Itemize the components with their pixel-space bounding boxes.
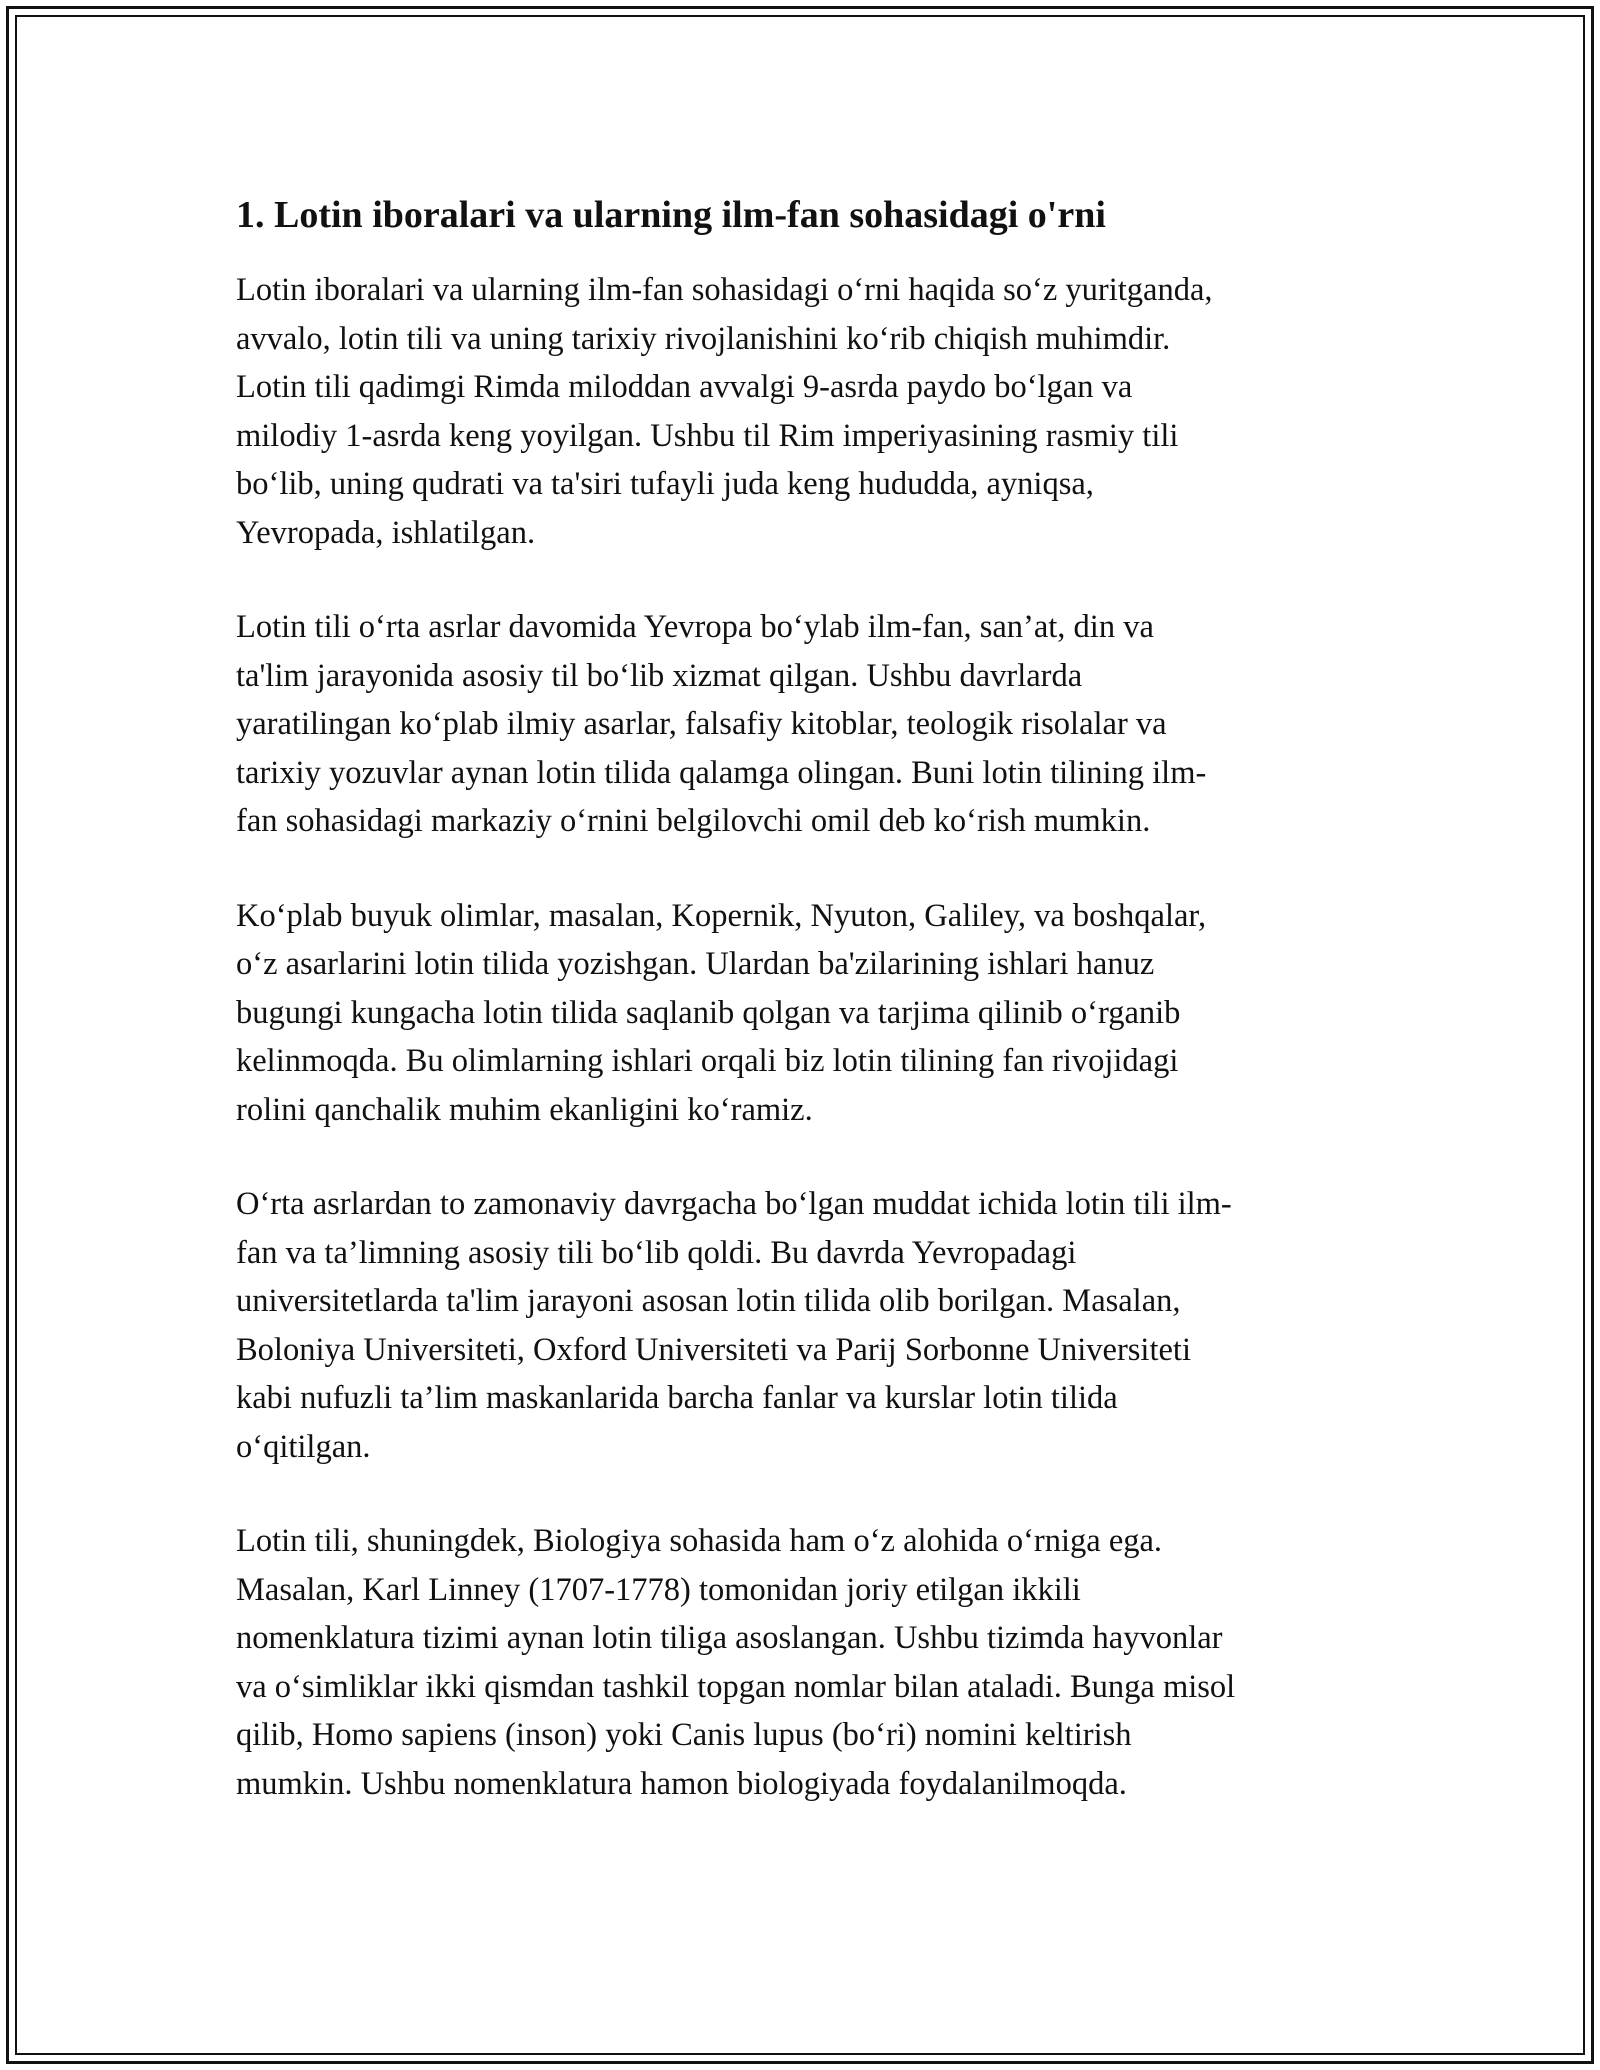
paragraph-line: fan sohasidagi markaziy o‘rnini belgilovchi omil deb ko‘rish mumkin. — [236, 803, 1151, 839]
paragraph-line: mumkin. Ushbu nomenklatura hamon biologiyada foydalanilmoqda. — [236, 1765, 1127, 1802]
paragraph-line: qilib, Homo sapiens (inson) yoki Canis lupus (bo‘ri) nomini keltirish — [236, 1717, 1132, 1753]
paragraph-line: milodiy 1-asrda keng yoyilgan. Ushbu til Rim imperiyasining rasmiy tili — [236, 417, 1179, 454]
paragraph-line: O‘rta asrlardan to zamonaviy davrgacha bo‘lgan muddat ichida lotin tili ilm- — [236, 1186, 1232, 1222]
paragraph-line: Masalan, Karl Linney (1707-1778) tomonidan joriy etilgan ikkili — [236, 1571, 1081, 1608]
paragraph-line: fan va ta’limning asosiy tili bo‘lib qoldi. Bu davrda Yevropadagi — [236, 1234, 1077, 1271]
paragraph-line: yaratilingan ko‘plab ilmiy asarlar, falsafiy kitoblar, teologik risolalar va — [236, 706, 1167, 742]
paragraph-line: ta'lim jarayonida asosiy til bo‘lib xizmat qilgan. Ushbu davrlarda — [236, 657, 1083, 694]
paragraph-line: tarixiy yozuvlar aynan lotin tilida qalamga olingan. Buni lotin tilining ilm- — [236, 754, 1207, 791]
paragraph-line: va o‘simliklar ikki qismdan tashkil topgan nomlar bilan ataladi. Bunga misol — [236, 1668, 1236, 1705]
paragraph-line: universitetlarda ta'lim jarayoni asosan lotin tilida olib borilgan. Masalan, — [236, 1283, 1181, 1319]
paragraph — [236, 1517, 1376, 1808]
paragraph-line: Lotin tili qadimgi Rimda miloddan avvalgi 9-asrda paydo bo‘lgan va — [236, 369, 1133, 405]
document-body — [236, 190, 1376, 1854]
paragraph-line: Ko‘plab buyuk olimlar, masalan, Kopernik, Nyuton, Galiley, va boshqalar, — [236, 897, 1207, 934]
paragraph — [236, 603, 1376, 846]
paragraph — [236, 1180, 1376, 1471]
paragraph-line: Boloniya Universiteti, Oxford Universiteti va Parij Sorbonne Universiteti — [236, 1331, 1191, 1368]
paragraph-line: kabi nufuzli ta’lim maskanlarida barcha fanlar va kurslar lotin tilida — [236, 1380, 1118, 1416]
paragraph-line: kelinmoqda. Bu olimlarning ishlari orqali biz lotin tilining fan rivojidagi — [236, 1043, 1179, 1079]
paragraph — [236, 892, 1376, 1135]
paragraph-line: o‘qitilgan. — [236, 1428, 371, 1465]
paragraph-line: o‘z asarlarini lotin tilida yozishgan. Ulardan ba'zilarining ishlari hanuz — [236, 946, 1155, 982]
paragraph-line: Yevropada, ishlatilgan. — [236, 514, 536, 551]
paragraph-line: nomenklatura tizimi aynan lotin tiliga asoslangan. Ushbu tizimda hayvonlar — [236, 1620, 1223, 1656]
paragraph-line: bugungi kungacha lotin tilida saqlanib qolgan va tarjima qilinib o‘rganib — [236, 994, 1181, 1031]
paragraph-line: rolini qanchalik muhim ekanligini ko‘ramiz. — [236, 1091, 813, 1128]
paragraph-line: Lotin tili, shuningdek, Biologiya sohasida ham o‘z alohida o‘rniga ega. — [236, 1523, 1163, 1559]
paragraph-list — [236, 266, 1376, 1808]
paragraph-line: bo‘lib, uning qudrati va ta'siri tufayli juda keng hududda, ayniqsa, — [236, 466, 1094, 502]
paragraph-line: Lotin iboralari va ularning ilm-fan sohasidagi o‘rni haqida so‘z yuritganda, — [236, 272, 1213, 308]
paragraph-line: Lotin tili o‘rta asrlar davomida Yevropa bo‘ylab ilm-fan, san’at, din va — [236, 609, 1154, 645]
paragraph — [236, 266, 1376, 557]
paragraph-line: avvalo, lotin tili va uning tarixiy rivojlanishini ko‘rib chiqish muhimdir. — [236, 320, 1171, 357]
section-heading: 1. Lotin iboralari va ularning ilm-fan sohasidagi o'rni — [236, 194, 1106, 236]
